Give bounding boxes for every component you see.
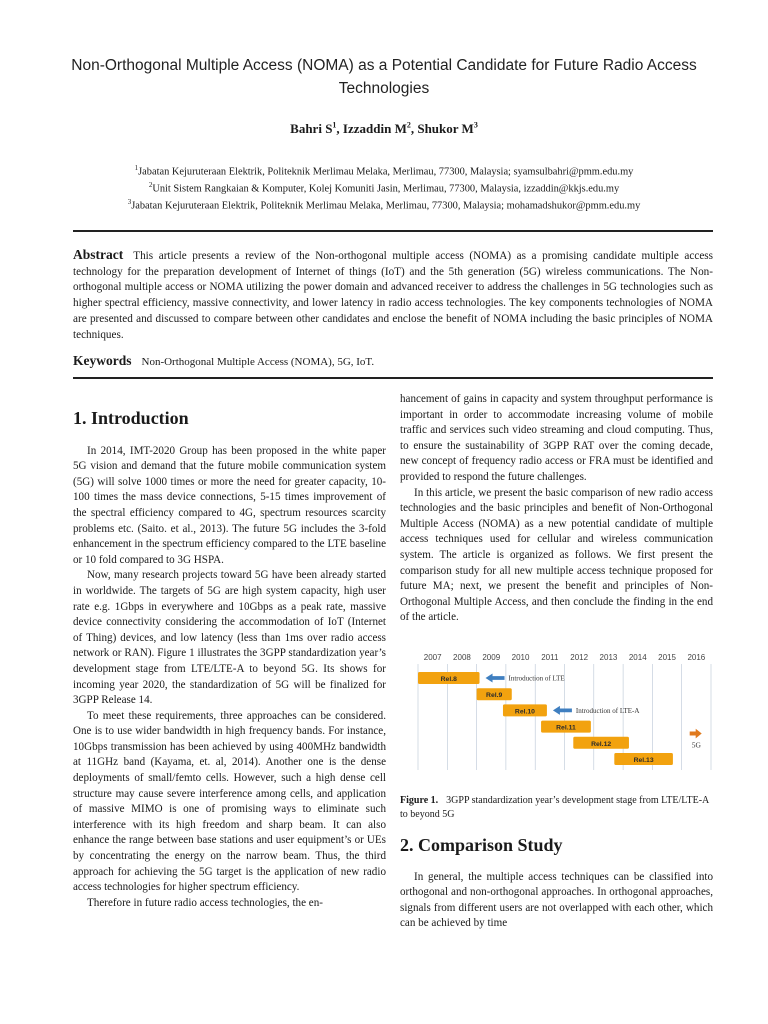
year-label: 2007	[423, 652, 442, 662]
year-label: 2015	[658, 652, 676, 662]
affil-marker: 3	[127, 197, 132, 206]
intro-paragraph-6: In this article, we present the basic comparison of new radio access technologies and the basic principles and benefit of Non-Orthogonal Multiple Access (NOMA) as a new potential candidate of multiple access techniques used for cellular and wireless communication system. The article is organized as follows. We first present the comparison study for all new multiple access technique proposed for future MA; next, we present the benefit and principles of Non-Orthogonal Multiple Access, and then conclude the finding in the end of the article.	[400, 486, 713, 624]
author-affil-marker: 1	[332, 121, 337, 130]
paper-title: Non-Orthogonal Multiple Access (NOMA) as a Potential Candidate for Future Radio Access Technologies	[71, 57, 697, 97]
affil-marker: 1	[134, 164, 139, 172]
year-label: 2014	[628, 652, 647, 662]
intro-paragraph-3: To meet these requirements, three approaches can be considered. One is to use wider bandwidth in high frequency bands. For instance, 10Gbps transmission has been achieved by using 400MHz bandwidth at 11GHz band (Kayama, et. al, 2014). Another one is the dense deployments of small/femto cells. However, such a high dense cell structure may cause severe interference among cells, and application of massive MIMO is one of promising ways to eliminate such interference with its high freedom and sharp beam. It can also enhance the range between base stations and user equipment’s or UEs by concentrating the energy on the narrow beam. Thus, the third approach for achieving the 5G target is the application of new radio access technologies for higher spectrum efficiency.	[73, 709, 386, 894]
author-name: Izzaddin M	[342, 121, 407, 137]
intro-paragraph-4: Therefore in future radio access technologies, the en-	[87, 896, 323, 909]
figure-label: Figure 1.	[400, 794, 439, 806]
author-separator: ,	[410, 121, 418, 137]
author-separator: ,	[336, 121, 343, 137]
affiliation-1	[40, 162, 728, 179]
affil-text: Jabatan Kejuruteraan Elektrik, Politeknik Merlimau Melaka, Merlimau, 77300, Malaysia; syamsulbahri@pmm.edu.my	[138, 166, 634, 178]
year-label: 2013	[599, 652, 618, 662]
year-label: 2011	[541, 652, 559, 662]
affiliation-2	[40, 179, 728, 196]
keywords	[73, 353, 713, 369]
abstract	[73, 247, 713, 343]
year-label: 2008	[453, 652, 471, 662]
figure-1-caption	[400, 794, 713, 822]
intro-paragraph-2: Now, many research projects toward 5G have been already started in worldwide. The targets of 5G are high system capacity, high user rate e.g. 1Gbps in everywhere and 10Gbps as a peak rate, massive device connectivity considering the accommodation of IoT (Internet of Thing) devices, and low latency (less than 1ms over radio access network or RAN). Figure 1 illustrates the 3GPP standardization year’s development stage from LTE/LTE-A to beyond 5G. Its shows for incoming year 2020, the standardization of 5G will be finalized for 3GPP Release 14.	[73, 569, 386, 707]
year-label: 2016	[687, 652, 706, 662]
affiliation-list	[40, 162, 728, 213]
annotation-text: Introduction of LTE-A	[575, 706, 640, 715]
future-arrow	[690, 729, 702, 739]
release-label: Rel.10	[514, 708, 535, 716]
year-label: 2012	[570, 652, 589, 662]
affiliation-3	[40, 196, 728, 213]
figure-caption-text: 3GPP standardization year’s development stage from LTE/LTE-A to beyond 5G	[400, 794, 709, 820]
annotation-arrow	[486, 673, 505, 682]
author-1	[290, 121, 343, 136]
abstract-heading: Abstract	[73, 247, 124, 262]
affil-text: Unit Sistem Rangkaian & Komputer, Kolej Komuniti Jasin, Merlimau, 77300, Malaysia, izzaddin@kkjs.edu.my	[152, 183, 620, 195]
release-label: Rel.8	[440, 675, 457, 683]
section-heading-comparison: 2. Comparison Study	[400, 834, 563, 855]
section-heading-introduction: 1. Introduction	[73, 408, 189, 428]
future-label: 5G	[691, 740, 701, 750]
keywords-text: Non-Orthogonal Multiple Access (NOMA), 5G, IoT.	[141, 356, 375, 368]
release-label: Rel.13	[633, 756, 654, 764]
affil-text: Jabatan Kejuruteraan Elektrik, Politeknik Merlimau Melaka, Merlimau, 77300, Malaysia; mohamadshukor@pmm.edu.my	[131, 200, 641, 212]
divider-bottom	[73, 377, 713, 379]
author-2	[343, 121, 417, 136]
abstract-text: This article presents a review of the Non-orthogonal multiple access (NOMA) as a promising candidate multiple access technology for the preparation development of Internet of things (IoT) and the 5th generation (5G) wireless communications. The Non-orthogonal multiple access or NOMA utilizing the power domain and advanced receiver to address the challenges in 5G technologies such as higher spectral efficiency, massive connectivity, and lower latency in radio access technologies. The key components technologies of NOMA are presented and discussed to compare between other candidates and enclose the benefit of NOMA including the basic principles of NOMA techniques.	[73, 250, 713, 341]
intro-paragraph-5: hancement of gains in capacity and system throughput performance is important in order to accommodate increasing volume of mobile traffic and services such video streaming and cloud computing. Thus, to ensure the sustainability of 3GPP RAT over the coming decade, new concept of frequency radio access or FRA must be identified and provided to respond the future challenges.	[400, 393, 713, 483]
author-affil-marker: 3	[473, 121, 478, 130]
annotation-text: Introduction of LTE	[508, 674, 565, 683]
release-label: Rel.12	[591, 740, 612, 748]
year-label: 2009	[482, 652, 501, 662]
author-affil-marker: 2	[406, 121, 411, 130]
comparison-paragraph-1: In general, the multiple access techniques can be classified into orthogonal and non-orthogonal approaches. In orthogonal approaches, signals from different users are not overlapped with each other, which can be achieved by time	[400, 870, 713, 930]
release-label: Rel.9	[486, 692, 503, 700]
figure-1	[400, 652, 713, 784]
affil-marker: 2	[148, 180, 153, 189]
figure-1-timeline	[400, 652, 713, 784]
keywords-heading: Keywords	[73, 353, 132, 368]
divider-top	[73, 230, 713, 232]
author-3	[417, 121, 477, 136]
author-list	[70, 121, 698, 137]
author-name: Bahri S	[290, 121, 333, 137]
right-column	[400, 392, 713, 1012]
release-label: Rel.11	[556, 724, 576, 732]
annotation-arrow	[553, 706, 572, 715]
intro-paragraph-1: In 2014, IMT-2020 Group has been proposed in the white paper 5G vision and demand that the future mobile communication system (5G) will solve 1000 times or more the need for greater capacity, 10-100 times the mass device connections, 5-15 times improvement of the spectral efficiency compared to 4G, spectrum resources scarcity problems etc. (Saito. et al., 2013). The future 5G includes the 3-fold enhancement in the spectrum efficiency compared to the LTE baseline or 10 fold compared to 3G HSPA.	[73, 444, 386, 566]
year-label: 2010	[511, 652, 530, 662]
left-column	[73, 392, 386, 1012]
author-name: Shukor M	[417, 121, 474, 137]
